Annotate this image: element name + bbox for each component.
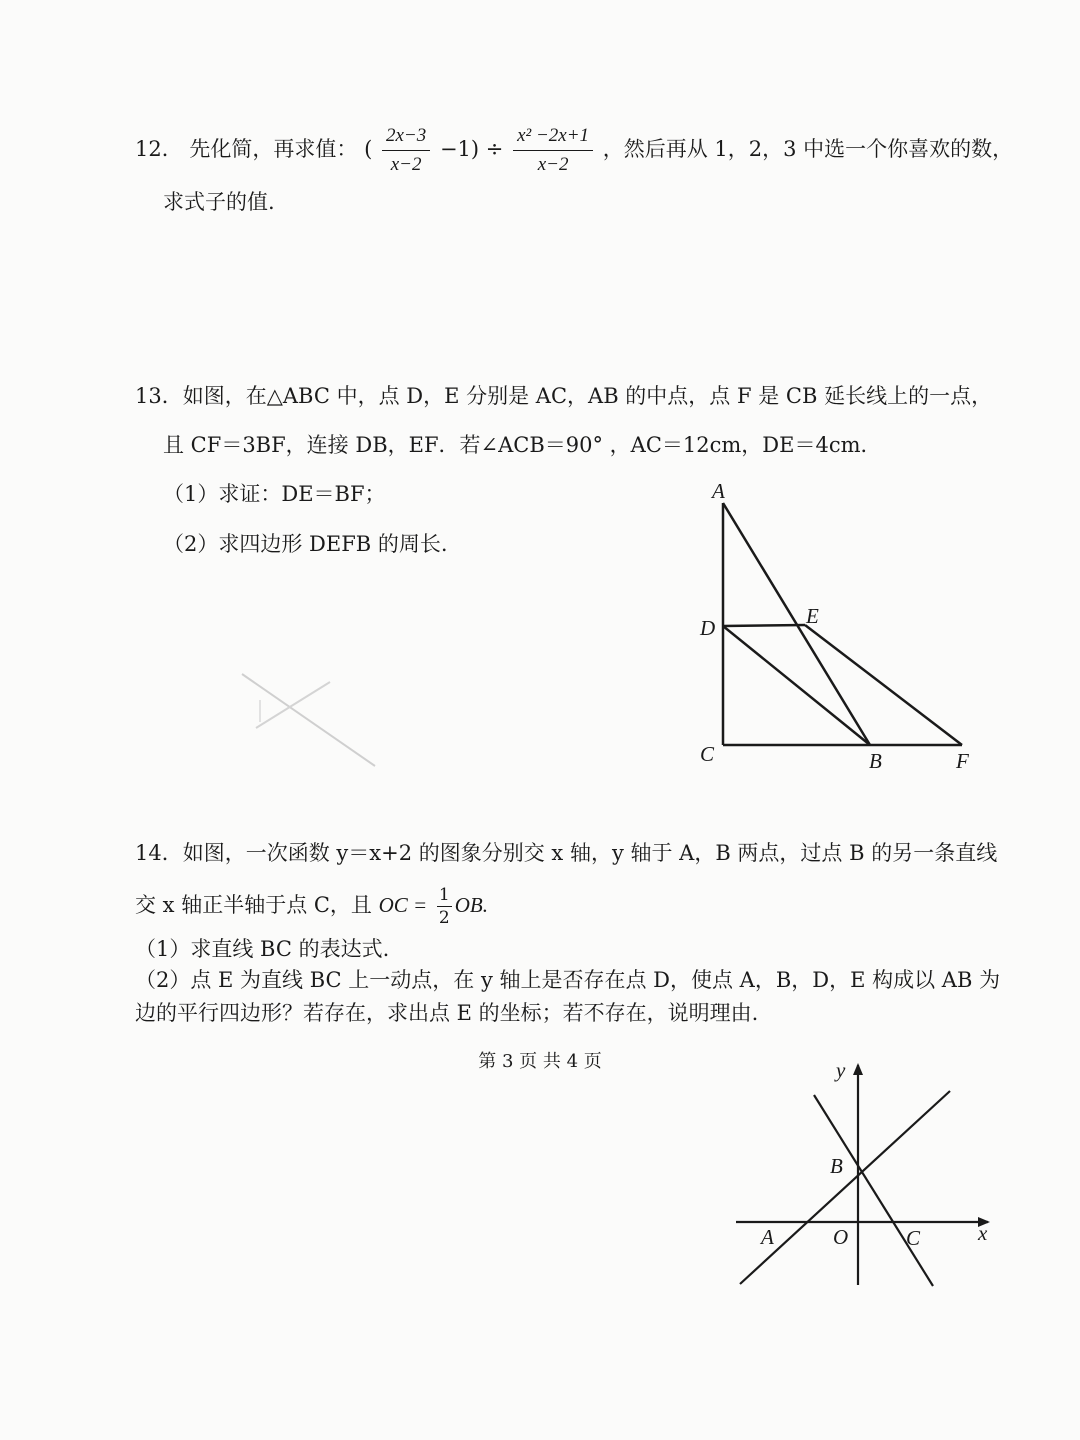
problem-12-minus-one: −1) xyxy=(439,137,480,161)
problem-14-line-1 xyxy=(135,839,997,867)
problem-12-line-2: 求式子的值. xyxy=(163,190,275,214)
fraction-1-numerator: 2x−3 xyxy=(382,124,430,151)
label-o: O xyxy=(833,1225,849,1249)
page-footer: 第 3 页 共 4 页 xyxy=(478,1051,602,1072)
label-x: x xyxy=(978,1221,988,1245)
problem-13-question-2: （2）求四边形 DEFB 的周长. xyxy=(163,532,448,556)
problem-13-line-1 xyxy=(135,382,992,410)
label-b: B xyxy=(830,1154,843,1178)
segment-db xyxy=(723,626,870,745)
figure-13-triangle-diagram xyxy=(690,478,990,778)
problem-14-oc: OC = xyxy=(378,893,428,917)
fraction-2-denominator: x−2 xyxy=(537,154,569,175)
line-ab xyxy=(740,1091,950,1284)
fraction-1 xyxy=(382,124,430,177)
segment-de xyxy=(723,625,805,626)
problem-14-question-1: （1）求直线 BC 的表达式. xyxy=(135,937,390,961)
label-b: B xyxy=(869,749,882,773)
problem-13-line-2: 且 CF＝3BF，连接 DB，EF．若∠ACB＝90° ，AC＝12cm，DE＝4cm． xyxy=(163,433,882,457)
fraction-2 xyxy=(513,124,593,177)
label-y: y xyxy=(836,1058,846,1082)
problem-12-number: 12． xyxy=(135,137,183,161)
problem-12-lead: 先化简，再求值： xyxy=(189,137,358,161)
problem-12-tail: ，然后再从 1，2，3 中选一个你喜欢的数， xyxy=(602,137,1014,161)
fraction-half-denominator: 2 xyxy=(438,908,450,928)
problem-12-line-1 xyxy=(135,124,1013,177)
fraction-half-numerator: 1 xyxy=(438,885,450,905)
fraction-half xyxy=(437,885,452,928)
problem-13-text-1: 如图，在△ABC 中，点 D，E 分别是 AC，AB 的中点，点 F 是 CB 延长线上的一点， xyxy=(182,384,993,408)
problem-14-number: 14． xyxy=(135,841,183,865)
problem-12-open-paren: ( xyxy=(364,137,373,161)
problem-14-ob: OB. xyxy=(454,893,488,917)
problem-14-text-2: 交 x 轴正半轴于点 C，且 xyxy=(135,893,372,917)
problem-12-division-sign: ÷ xyxy=(485,137,504,161)
problem-14-question-2-line-2: 边的平行四边形？若存在，求出点 E 的坐标；若不存在，说明理由. xyxy=(135,1001,759,1025)
problem-13-question-1: （1）求证：DE＝BF； xyxy=(163,482,386,506)
label-a: A xyxy=(712,479,725,503)
figure-14-coordinate-diagram xyxy=(730,1055,1000,1295)
label-c: C xyxy=(906,1226,921,1250)
pencil-scribble xyxy=(230,660,390,780)
problem-13-number: 13． xyxy=(135,384,183,408)
problem-14-line-2 xyxy=(135,885,488,928)
label-a: A xyxy=(761,1225,774,1249)
problem-14-question-2-line-1: （2）点 E 为直线 BC 上一动点，在 y 轴上是否存在点 D，使点 A，B，D，E 构成以 AB 为 xyxy=(135,968,1001,992)
label-d: D xyxy=(700,616,716,640)
fraction-2-numerator: x² −2x+1 xyxy=(513,124,593,151)
label-e: E xyxy=(806,604,819,628)
problem-14-text-1: 如图，一次函数 y＝x+2 的图象分别交 x 轴，y 轴于 A，B 两点，过点 B 的另一条直线 xyxy=(182,841,998,865)
segment-ef xyxy=(805,625,962,745)
label-c: C xyxy=(700,742,715,766)
fraction-1-denominator: x−2 xyxy=(390,154,422,175)
label-f: F xyxy=(956,749,969,773)
